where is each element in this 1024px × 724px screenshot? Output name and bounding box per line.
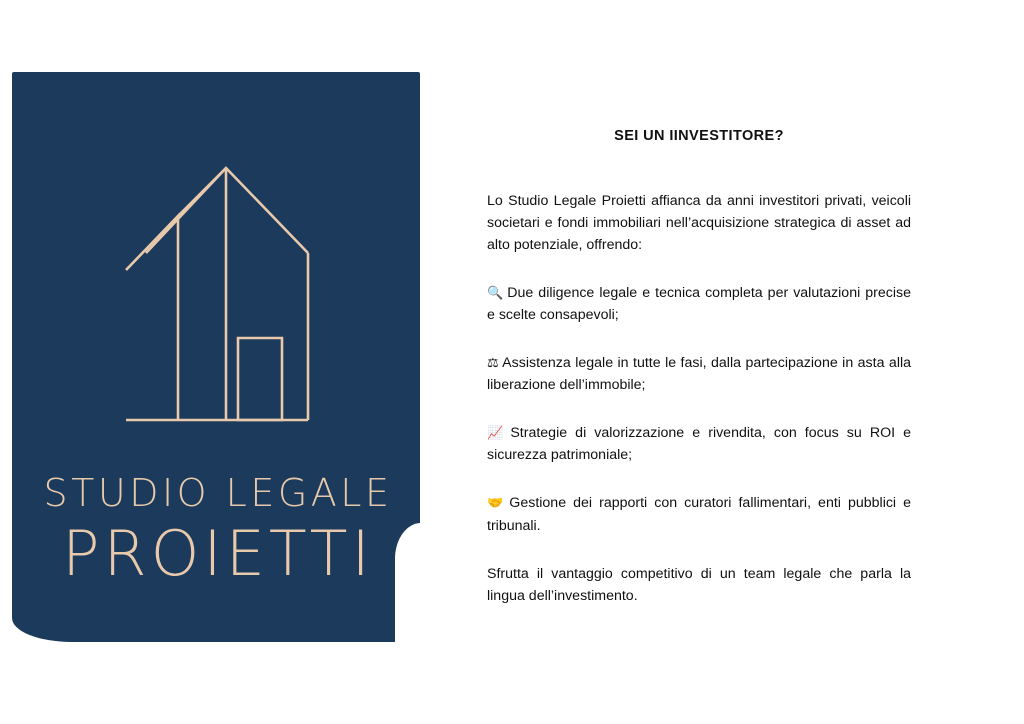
chart-increasing-icon: 📈 — [487, 426, 508, 442]
list-item — [487, 352, 911, 396]
logo-panel — [12, 72, 420, 642]
list-item — [487, 282, 911, 326]
list-item-text: Gestione dei rapporti con curatori fallimentari, enti pubblici e tribunali. — [487, 495, 912, 534]
brand-wordmark — [12, 472, 420, 589]
magnifier-icon: 🔍 — [487, 286, 505, 301]
list-item-text: Strategie di valorizzazione e rivendita, con focus su ROI e sicurezza patrimoniale; — [487, 425, 912, 464]
page-title: SEI UN IINVESTITORE? — [614, 128, 784, 144]
handshake-icon: 🤝 — [487, 496, 507, 512]
list-item — [487, 492, 911, 536]
list-item-text: Assistenza legale in tutte le fasi, dalla partecipazione in asta alla liberazione dell’immobile; — [487, 355, 912, 394]
list-item-text: Due diligence legale e tecnica completa per valutazioni precise e scelte consapevoli; — [487, 285, 911, 324]
brand-line-1: STUDIO LEGALE — [43, 471, 393, 515]
content-column — [487, 128, 911, 607]
scales-of-justice-icon: ⚖ — [487, 356, 500, 372]
intro-paragraph: Lo Studio Legale Proietti affianca da anni investitori privati, veicoli societari e fondi immobiliari nell’acquisizione strategica di asset ad alto potenziale, offrendo: — [487, 193, 911, 253]
closing-paragraph: Sfrutta il vantaggio competitivo di un team legale che parla la lingua dell’investimento. — [487, 565, 911, 604]
brand-line-2: PROIETTI — [62, 516, 374, 590]
list-item — [487, 422, 911, 466]
house-outline-logo — [86, 120, 346, 480]
